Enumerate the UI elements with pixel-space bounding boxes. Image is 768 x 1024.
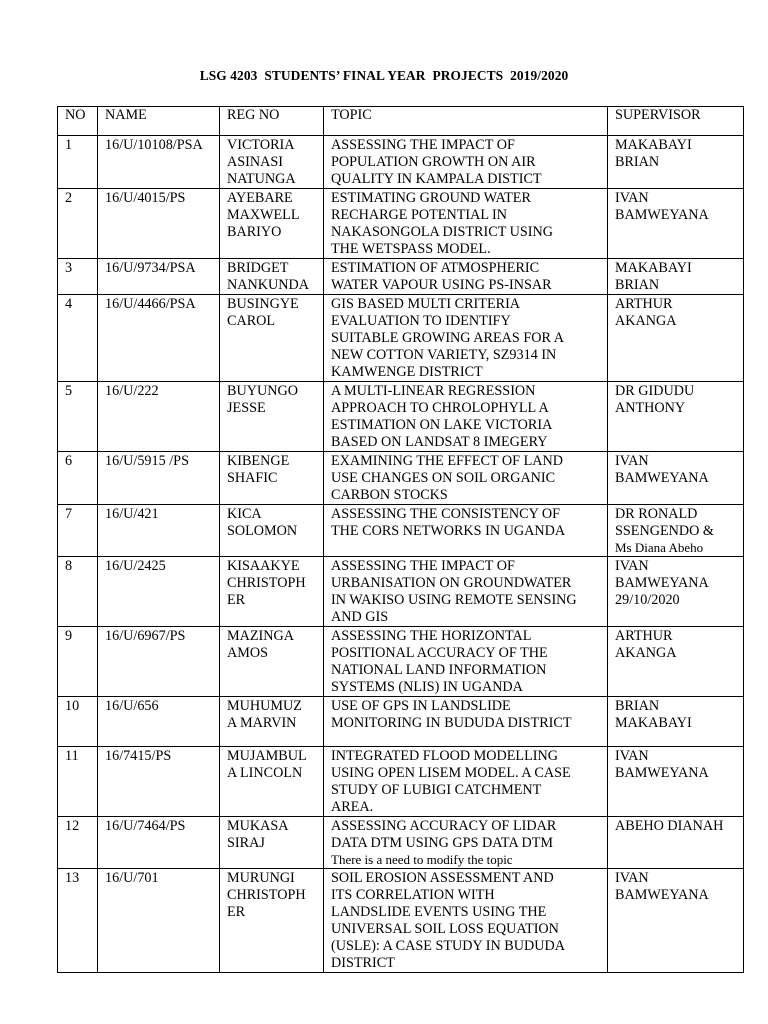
cell-topic — [324, 505, 608, 557]
cell-supervisor-line: IVAN — [615, 558, 649, 574]
cell-topic-line: BASED ON LANDSAT 8 IMEGERY — [331, 434, 548, 450]
cell-topic-line: INTEGRATED FLOOD MODELLING — [331, 748, 558, 764]
cell-topic-line: RECHARGE POTENTIAL IN — [331, 207, 508, 223]
cell-topic — [324, 869, 608, 973]
cell-supervisor — [608, 295, 744, 382]
cell-supervisor — [608, 697, 744, 747]
cell-no: 6 — [58, 452, 98, 505]
cell-topic-line: AND GIS — [331, 609, 389, 625]
cell-topic-line: SOIL EROSION ASSESSMENT AND — [331, 870, 554, 886]
cell-topic-line: USE CHANGES ON SOIL ORGANIC — [331, 470, 556, 486]
cell-name: 16/U/5915 /PS — [98, 452, 220, 505]
cell-topic-line: THE CORS NETWORKS IN UGANDA — [331, 523, 566, 539]
topic-note: There is a need to modify the topic — [331, 852, 513, 867]
cell-no: 10 — [58, 697, 98, 747]
cell-topic-line: NAKASONGOLA DISTRICT USING — [331, 224, 554, 240]
table-row — [58, 136, 744, 189]
cell-reg-no-line: BARIYO — [227, 224, 282, 240]
table-row — [58, 382, 744, 452]
cell-reg-no — [220, 136, 324, 189]
cell-supervisor-line: BAMWEYANA — [615, 887, 709, 903]
cell-topic-line: (USLE): A CASE STUDY IN BUDUDA — [331, 938, 565, 954]
header-topic: TOPIC — [324, 107, 608, 136]
cell-topic-line: POPULATION GROWTH ON AIR — [331, 154, 536, 170]
document-title: LSG 4203 STUDENTS’ FINAL YEAR PROJECTS 2019/2020 — [199, 68, 569, 83]
cell-supervisor-line: IVAN — [615, 190, 649, 206]
cell-reg-no-line: SIRAJ — [227, 835, 265, 851]
cell-name: 16/U/656 — [98, 697, 220, 747]
cell-supervisor-line: ABEHO DIANAH — [615, 818, 724, 834]
cell-topic — [324, 627, 608, 697]
cell-supervisor — [608, 259, 744, 295]
cell-supervisor-line: MAKABAYI — [615, 715, 692, 731]
cell-reg-no — [220, 557, 324, 627]
cell-topic-line: ASSESSING THE IMPACT OF — [331, 558, 515, 574]
table-row — [58, 452, 744, 505]
cell-topic-line: ASSESSING ACCURACY OF LIDAR — [331, 818, 557, 834]
cell-reg-no-line: ER — [227, 904, 246, 920]
table-row — [58, 817, 744, 869]
cell-reg-no-line: BUSINGYE — [227, 296, 299, 312]
cell-topic-line: USE OF GPS IN LANDSLIDE — [331, 698, 511, 714]
cell-reg-no-line: NANKUNDA — [227, 277, 309, 293]
cell-reg-no-line: A MARVIN — [227, 715, 297, 731]
table-row — [58, 189, 744, 259]
cell-reg-no-line: MURUNGI — [227, 870, 295, 886]
cell-supervisor — [608, 505, 744, 557]
cell-supervisor-line: MAKABAYI — [615, 260, 692, 276]
table-row — [58, 869, 744, 973]
cell-no: 5 — [58, 382, 98, 452]
cell-topic-line: WATER VAPOUR USING PS-INSAR — [331, 277, 552, 293]
cell-topic-line: ASSESSING THE HORIZONTAL — [331, 628, 532, 644]
cell-no: 12 — [58, 817, 98, 869]
cell-topic-line: USING OPEN LISEM MODEL. A CASE — [331, 765, 571, 781]
cell-no: 13 — [58, 869, 98, 973]
cell-reg-no-line: KISAAKYE — [227, 558, 300, 574]
cell-topic-line: A MULTI-LINEAR REGRESSION — [331, 383, 536, 399]
cell-reg-no-line: VICTORIA — [227, 137, 295, 153]
cell-name: 16/U/6967/PS — [98, 627, 220, 697]
header-reg-no: REG NO — [220, 107, 324, 136]
cell-topic-line: GIS BASED MULTI CRITERIA — [331, 296, 521, 312]
cell-reg-no — [220, 627, 324, 697]
cell-reg-no-line: KIBENGE — [227, 453, 290, 469]
cell-reg-no-line: NATUNGA — [227, 171, 296, 187]
cell-supervisor — [608, 817, 744, 869]
cell-supervisor-line: BAMWEYANA — [615, 575, 709, 591]
cell-name: 16/7415/PS — [98, 747, 220, 817]
cell-name: 16/U/222 — [98, 382, 220, 452]
cell-topic — [324, 295, 608, 382]
cell-topic-line: DATA DTM USING GPS DATA DTM — [331, 835, 553, 851]
cell-reg-no-line: MUJAMBUL — [227, 748, 307, 764]
cell-topic-line: STUDY OF LUBIGI CATCHMENT — [331, 782, 542, 798]
cell-supervisor — [608, 627, 744, 697]
cell-topic-line: SUITABLE GROWING AREAS FOR A — [331, 330, 564, 346]
cell-name: 16/U/2425 — [98, 557, 220, 627]
cell-reg-no — [220, 295, 324, 382]
cell-topic-line: QUALITY IN KAMPALA DISTICT — [331, 171, 542, 187]
header-no: NO — [58, 107, 98, 136]
cell-reg-no — [220, 505, 324, 557]
cell-supervisor — [608, 382, 744, 452]
cell-supervisor-line: DR RONALD — [615, 506, 698, 522]
cell-supervisor-line: SSENGENDO & — [615, 523, 714, 539]
cell-supervisor-line: MAKABAYI — [615, 137, 692, 153]
cell-topic — [324, 747, 608, 817]
cell-supervisor — [608, 747, 744, 817]
cell-topic-line: ASSESSING THE IMPACT OF — [331, 137, 515, 153]
cell-topic-line: ASSESSING THE CONSISTENCY OF — [331, 506, 561, 522]
cell-supervisor-line: ARTHUR — [615, 296, 673, 312]
cell-reg-no — [220, 747, 324, 817]
cell-topic-line: UNIVERSAL SOIL LOSS EQUATION — [331, 921, 559, 937]
cell-supervisor — [608, 869, 744, 973]
cell-reg-no-line: BUYUNGO — [227, 383, 298, 399]
table-row — [58, 747, 744, 817]
cell-no: 9 — [58, 627, 98, 697]
cell-no: 2 — [58, 189, 98, 259]
cell-topic — [324, 817, 608, 869]
cell-topic-line: URBANISATION ON GROUNDWATER — [331, 575, 572, 591]
cell-supervisor-line: IVAN — [615, 870, 649, 886]
cell-name: 16/U/4015/PS — [98, 189, 220, 259]
cell-reg-no-line: ER — [227, 592, 246, 608]
cell-topic-line: LANDSLIDE EVENTS USING THE — [331, 904, 547, 920]
cell-reg-no-line: JESSE — [227, 400, 266, 416]
cell-supervisor-line: BRIAN — [615, 698, 660, 714]
cell-reg-no-line: BRIDGET — [227, 260, 289, 276]
cell-supervisor-line: AKANGA — [615, 645, 677, 661]
cell-topic — [324, 259, 608, 295]
cell-reg-no-line: MUHUMUZ — [227, 698, 302, 714]
projects-table — [57, 106, 744, 973]
table-row — [58, 557, 744, 627]
cell-supervisor — [608, 189, 744, 259]
cell-topic — [324, 697, 608, 747]
cell-name: 16/U/701 — [98, 869, 220, 973]
cell-reg-no-line: ASINASI — [227, 154, 283, 170]
cell-name: 16/U/7464/PS — [98, 817, 220, 869]
table-row — [58, 295, 744, 382]
cell-reg-no-line: MUKASA — [227, 818, 289, 834]
cell-topic-line: CARBON STOCKS — [331, 487, 448, 503]
cell-topic-line: THE WETSPASS MODEL. — [331, 241, 491, 257]
cell-supervisor-line: BAMWEYANA — [615, 470, 709, 486]
cell-reg-no-line: A LINCOLN — [227, 765, 303, 781]
table-header-row — [58, 107, 744, 136]
cell-supervisor-line: ARTHUR — [615, 628, 673, 644]
cell-topic — [324, 452, 608, 505]
cell-reg-no — [220, 697, 324, 747]
cell-supervisor-line: IVAN — [615, 748, 649, 764]
cell-supervisor-line: BAMWEYANA — [615, 207, 709, 223]
cell-name: 16/U/10108/PSA — [98, 136, 220, 189]
cell-topic-line: IN WAKISO USING REMOTE SENSING — [331, 592, 577, 608]
cell-topic-line: SYSTEMS (NLIS) IN UGANDA — [331, 679, 523, 695]
cell-reg-no-line: CHRISTOPH — [227, 887, 306, 903]
supervisor-note: Ms Diana Abeho — [615, 540, 704, 555]
cell-reg-no — [220, 189, 324, 259]
cell-reg-no — [220, 259, 324, 295]
cell-topic-line: DISTRICT — [331, 955, 395, 971]
cell-reg-no-line: KICA — [227, 506, 262, 522]
cell-reg-no-line: AYEBARE — [227, 190, 293, 206]
cell-supervisor — [608, 452, 744, 505]
cell-reg-no-line: MAZINGA — [227, 628, 294, 644]
header-supervisor: SUPERVISOR — [608, 107, 744, 136]
cell-no: 11 — [58, 747, 98, 817]
cell-supervisor-line: 29/10/2020 — [615, 592, 680, 608]
cell-reg-no-line: AMOS — [227, 645, 268, 661]
cell-topic-line: ESTIMATING GROUND WATER — [331, 190, 531, 206]
cell-supervisor-line: AKANGA — [615, 313, 677, 329]
cell-topic-line: KAMWENGE DISTRICT — [331, 364, 483, 380]
cell-reg-no-line: SHAFIC — [227, 470, 278, 486]
cell-supervisor — [608, 136, 744, 189]
cell-supervisor-line: IVAN — [615, 453, 649, 469]
cell-topic — [324, 382, 608, 452]
table-row — [58, 259, 744, 295]
table-row — [58, 627, 744, 697]
cell-reg-no — [220, 817, 324, 869]
cell-name: 16/U/9734/PSA — [98, 259, 220, 295]
cell-reg-no — [220, 869, 324, 973]
header-name: NAME — [98, 107, 220, 136]
cell-reg-no-line: CAROL — [227, 313, 276, 329]
cell-supervisor-line: BRIAN — [615, 277, 660, 293]
cell-no: 4 — [58, 295, 98, 382]
cell-topic-line: ITS CORRELATION WITH — [331, 887, 495, 903]
cell-topic-line: EVALUATION TO IDENTIFY — [331, 313, 511, 329]
cell-no: 3 — [58, 259, 98, 295]
cell-reg-no — [220, 382, 324, 452]
cell-topic-line: POSITIONAL ACCURACY OF THE — [331, 645, 548, 661]
cell-topic-line: NEW COTTON VARIETY, SZ9314 IN — [331, 347, 557, 363]
cell-supervisor-line: ANTHONY — [615, 400, 686, 416]
cell-topic-line: APPROACH TO CHROLOPHYLL A — [331, 400, 549, 416]
table-row — [58, 505, 744, 557]
cell-topic-line: EXAMINING THE EFFECT OF LAND — [331, 453, 563, 469]
cell-name: 16/U/421 — [98, 505, 220, 557]
cell-topic — [324, 136, 608, 189]
cell-no: 1 — [58, 136, 98, 189]
cell-reg-no-line: MAXWELL — [227, 207, 300, 223]
cell-no: 8 — [58, 557, 98, 627]
cell-reg-no — [220, 452, 324, 505]
cell-supervisor-line: DR GIDUDU — [615, 383, 695, 399]
cell-topic-line: ESTIMATION OF ATMOSPHERIC — [331, 260, 540, 276]
cell-name: 16/U/4466/PSA — [98, 295, 220, 382]
cell-supervisor-line: BRIAN — [615, 154, 660, 170]
cell-topic-line: MONITORING IN BUDUDA DISTRICT — [331, 715, 572, 731]
cell-no: 7 — [58, 505, 98, 557]
cell-reg-no-line: SOLOMON — [227, 523, 298, 539]
cell-supervisor-line: BAMWEYANA — [615, 765, 709, 781]
cell-topic — [324, 557, 608, 627]
cell-topic-line: ESTIMATION ON LAKE VICTORIA — [331, 417, 553, 433]
table-row — [58, 697, 744, 747]
cell-topic-line: AREA. — [331, 799, 374, 815]
cell-topic-line: NATIONAL LAND INFORMATION — [331, 662, 547, 678]
cell-reg-no-line: CHRISTOPH — [227, 575, 306, 591]
cell-supervisor — [608, 557, 744, 627]
cell-topic — [324, 189, 608, 259]
